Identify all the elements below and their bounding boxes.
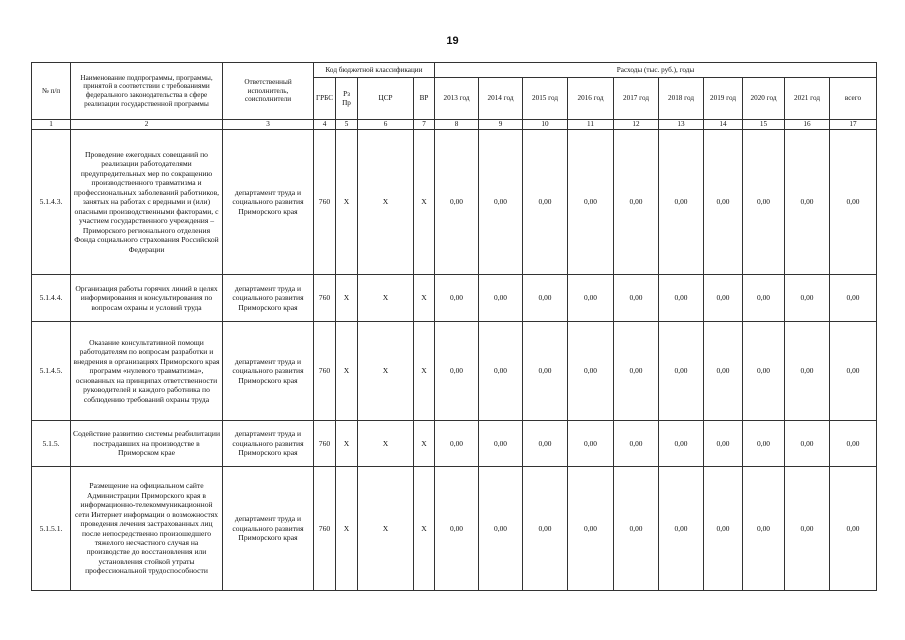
row-csr: X bbox=[358, 130, 414, 275]
header-rzpr: Рз Пр bbox=[336, 78, 358, 120]
row-value: 0,00 bbox=[568, 275, 614, 322]
table-row bbox=[32, 421, 877, 467]
row-value: 0,00 bbox=[659, 130, 704, 275]
header-executor: Ответственный исполнитель, соисполнители bbox=[223, 63, 314, 120]
header-num: № п/п bbox=[32, 63, 71, 120]
row-value: 0,00 bbox=[659, 275, 704, 322]
header-year: 2015 год bbox=[523, 78, 568, 120]
column-number: 14 bbox=[704, 120, 743, 130]
row-value: 0,00 bbox=[830, 421, 877, 467]
row-rzpr: X bbox=[336, 275, 358, 322]
row-executor: департамент труда и социального развития Приморского края bbox=[223, 130, 314, 275]
row-rzpr: X bbox=[336, 322, 358, 421]
page-number: 19 bbox=[446, 35, 459, 47]
row-value: 0,00 bbox=[704, 421, 743, 467]
column-number: 1 bbox=[32, 120, 71, 130]
row-value: 0,00 bbox=[435, 275, 479, 322]
row-value: 0,00 bbox=[523, 421, 568, 467]
row-value: 0,00 bbox=[743, 421, 785, 467]
row-value: 0,00 bbox=[523, 130, 568, 275]
row-value: 0,00 bbox=[785, 130, 830, 275]
row-name: Проведение ежегодных совещаний по реализации работодателями предупредительных мер по сокращению производственного травматизма и профессиональных заболеваний работников, занятых на работах с вредными и (или) опасными производственными факторами, с участием государственного учреждения – Приморского регионального отделения Фонда социального страхования Российской Федерации bbox=[71, 130, 223, 275]
column-number: 12 bbox=[614, 120, 659, 130]
row-value: 0,00 bbox=[523, 275, 568, 322]
table-row bbox=[32, 130, 877, 275]
header-csr: ЦСР bbox=[358, 78, 414, 120]
header-vr: ВР bbox=[414, 78, 435, 120]
row-csr: X bbox=[358, 421, 414, 467]
row-value: 0,00 bbox=[704, 130, 743, 275]
row-csr: X bbox=[358, 322, 414, 421]
column-number: 15 bbox=[743, 120, 785, 130]
header-year: 2021 год bbox=[785, 78, 830, 120]
row-num: 5.1.5. bbox=[32, 421, 71, 467]
column-number: 17 bbox=[830, 120, 877, 130]
row-value: 0,00 bbox=[704, 275, 743, 322]
header-year: 2014 год bbox=[479, 78, 523, 120]
header-year: 2020 год bbox=[743, 78, 785, 120]
row-value: 0,00 bbox=[830, 275, 877, 322]
header-year: 2013 год bbox=[435, 78, 479, 120]
row-value: 0,00 bbox=[704, 322, 743, 421]
row-value: 0,00 bbox=[614, 322, 659, 421]
header-grbs: ГРБС bbox=[314, 78, 336, 120]
row-value: 0,00 bbox=[704, 467, 743, 591]
row-value: 0,00 bbox=[435, 467, 479, 591]
row-num: 5.1.4.5. bbox=[32, 322, 71, 421]
column-number: 9 bbox=[479, 120, 523, 130]
row-value: 0,00 bbox=[479, 467, 523, 591]
row-value: 0,00 bbox=[785, 421, 830, 467]
row-value: 0,00 bbox=[659, 421, 704, 467]
row-value: 0,00 bbox=[523, 467, 568, 591]
row-name: Размещение на официальном сайте Администрации Приморского края в информационно-телекоммуникационной сети Интернет информации о возможностях проведения лечения застрахованных лиц после непосредственно произошедшего тяжелого несчастного случая на производстве до восстановления или установления стойкой утраты профессиональной трудоспособности bbox=[71, 467, 223, 591]
row-value: 0,00 bbox=[785, 322, 830, 421]
row-vr: X bbox=[414, 322, 435, 421]
budget-table bbox=[31, 62, 877, 591]
row-num: 5.1.4.4. bbox=[32, 275, 71, 322]
row-num: 5.1.4.3. bbox=[32, 130, 71, 275]
row-value: 0,00 bbox=[743, 130, 785, 275]
column-number: 3 bbox=[223, 120, 314, 130]
row-grbs: 760 bbox=[314, 130, 336, 275]
column-number: 7 bbox=[414, 120, 435, 130]
column-number: 5 bbox=[336, 120, 358, 130]
row-executor: департамент труда и социального развития Приморского края bbox=[223, 275, 314, 322]
header-budget-code: Код бюджетной классификации bbox=[314, 63, 435, 78]
row-value: 0,00 bbox=[479, 421, 523, 467]
row-value: 0,00 bbox=[659, 322, 704, 421]
row-value: 0,00 bbox=[830, 467, 877, 591]
row-value: 0,00 bbox=[614, 275, 659, 322]
row-value: 0,00 bbox=[614, 421, 659, 467]
column-number: 16 bbox=[785, 120, 830, 130]
header-name: Наименование подпрограммы, программы, принятой в соответствии с требованиями федерального законодательства в сфере реализации государственной программы bbox=[71, 63, 223, 120]
row-name: Содействие развитию системы реабилитации пострадавших на производстве в Приморском крае bbox=[71, 421, 223, 467]
row-num: 5.1.5.1. bbox=[32, 467, 71, 591]
column-number: 4 bbox=[314, 120, 336, 130]
row-executor: департамент труда и социального развития Приморского края bbox=[223, 421, 314, 467]
table-row bbox=[32, 322, 877, 421]
column-number-row bbox=[32, 120, 877, 130]
header-year: 2019 год bbox=[704, 78, 743, 120]
row-csr: X bbox=[358, 275, 414, 322]
row-value: 0,00 bbox=[743, 275, 785, 322]
row-grbs: 760 bbox=[314, 275, 336, 322]
header-total: всего bbox=[830, 78, 877, 120]
row-value: 0,00 bbox=[568, 421, 614, 467]
row-value: 0,00 bbox=[435, 421, 479, 467]
header-year: 2018 год bbox=[659, 78, 704, 120]
header-year: 2017 год bbox=[614, 78, 659, 120]
row-vr: X bbox=[414, 275, 435, 322]
column-number: 11 bbox=[568, 120, 614, 130]
row-value: 0,00 bbox=[743, 467, 785, 591]
row-grbs: 760 bbox=[314, 467, 336, 591]
header-year: 2016 год bbox=[568, 78, 614, 120]
row-value: 0,00 bbox=[479, 322, 523, 421]
header-expenses: Расходы (тыс. руб.), годы bbox=[435, 63, 877, 78]
row-value: 0,00 bbox=[435, 322, 479, 421]
table-row bbox=[32, 467, 877, 591]
row-value: 0,00 bbox=[479, 275, 523, 322]
row-grbs: 760 bbox=[314, 322, 336, 421]
row-name: Организация работы горячих линий в целях информирования и консультирования по вопросам охраны и условий труда bbox=[71, 275, 223, 322]
row-value: 0,00 bbox=[523, 322, 568, 421]
row-rzpr: X bbox=[336, 421, 358, 467]
row-value: 0,00 bbox=[659, 467, 704, 591]
row-value: 0,00 bbox=[785, 467, 830, 591]
row-value: 0,00 bbox=[568, 467, 614, 591]
row-executor: департамент труда и социального развития Приморского края bbox=[223, 467, 314, 591]
column-number: 10 bbox=[523, 120, 568, 130]
column-number: 2 bbox=[71, 120, 223, 130]
row-executor: департамент труда и социального развития Приморского края bbox=[223, 322, 314, 421]
row-value: 0,00 bbox=[614, 130, 659, 275]
row-value: 0,00 bbox=[785, 275, 830, 322]
row-value: 0,00 bbox=[743, 322, 785, 421]
column-number: 13 bbox=[659, 120, 704, 130]
row-value: 0,00 bbox=[830, 130, 877, 275]
row-value: 0,00 bbox=[614, 467, 659, 591]
row-csr: X bbox=[358, 467, 414, 591]
row-rzpr: X bbox=[336, 467, 358, 591]
row-vr: X bbox=[414, 467, 435, 591]
row-value: 0,00 bbox=[435, 130, 479, 275]
row-name: Оказание консультативной помощи работодателям по вопросам разработки и внедрения в организациях Приморского края программ «нулевого травматизма», основанных на принципах ответственности руководителей и каждого работника по соблюдению требований охраны труда bbox=[71, 322, 223, 421]
row-vr: X bbox=[414, 421, 435, 467]
row-value: 0,00 bbox=[479, 130, 523, 275]
row-value: 0,00 bbox=[568, 130, 614, 275]
row-value: 0,00 bbox=[568, 322, 614, 421]
row-rzpr: X bbox=[336, 130, 358, 275]
row-grbs: 760 bbox=[314, 421, 336, 467]
column-number: 8 bbox=[435, 120, 479, 130]
column-number: 6 bbox=[358, 120, 414, 130]
row-vr: X bbox=[414, 130, 435, 275]
table-row bbox=[32, 275, 877, 322]
row-value: 0,00 bbox=[830, 322, 877, 421]
